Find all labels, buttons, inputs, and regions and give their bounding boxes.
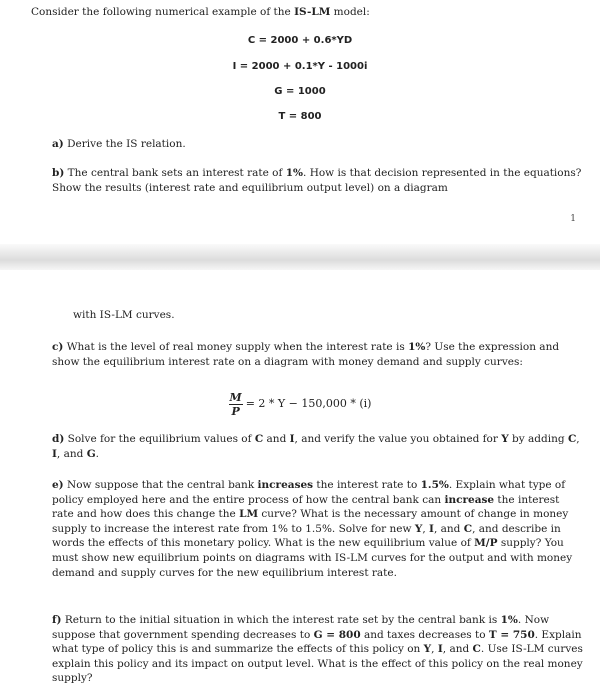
question-b: b) The central bank sets an interest rate of 1%. How is that decision represented in the equations? Show the results (interest rate and equilibrium output level) on a diagram [52, 167, 582, 194]
formula-numerator: M [229, 391, 242, 404]
question-e: e) Now suppose that the central bank increases the interest rate to 1.5%. Explain what type of policy employed here and the entire process of how the central bank can increase the interest rate and how does this change the LM curve? What is the necessary amount of change in money supply to increase the interest rate from 1% to 1.5%. Solve for new Y, I, and C, and describe in words the effects of this monetary policy. What is the new equilibrium value of M/P supply? You must show new equilibrium points on diagrams with IS-LM curves for the output and with money demand and supply curves for the new equilibrium interest rate. [52, 479, 573, 579]
money-demand-formula [0, 391, 600, 418]
equation-investment: I = 2000 + 0.1*Y - 1000i [232, 61, 368, 72]
document-page-2 [0, 270, 600, 700]
question-a: a) Derive the IS relation. [52, 138, 186, 150]
question-d: d) Solve for the equilibrium values of C and I, and verify the value you obtained for Y by adding C, I, and G. [52, 433, 580, 460]
page-number: 1 [570, 214, 576, 224]
equation-taxes: T = 800 [278, 111, 322, 122]
equation-consumption: C = 2000 + 0.6*YD [247, 35, 353, 46]
model-name: IS-LM [294, 6, 331, 18]
equation-government: G = 1000 [274, 86, 326, 97]
formula-denominator: P [231, 405, 240, 418]
question-f: f) Return to the initial situation in which the interest rate set by the central bank is 1%. Now suppose that government spending decreases to G = 800 and taxes decreases to T = 750. Explain what type of policy this is and summarize the effects of this policy on Y, I, and C. Use IS-LM curves explain this policy and its impact on output level. What is the effect of this policy on the real money supply? [52, 614, 583, 685]
question-c: c) What is the level of real money supply when the interest rate is 1%? Use the expression and show the equilibrium interest rate on a diagram with money demand and supply curves: [52, 341, 560, 368]
document-page-1 [0, 0, 600, 244]
formula-rhs: = 2 * Y − 150,000 * (i) [245, 397, 372, 411]
page-separator [0, 244, 600, 270]
intro-sentence: Consider the following numerical example of the IS-LM model: [31, 6, 370, 18]
formula-fraction [229, 391, 243, 418]
question-b-continuation: with IS-LM curves. [73, 309, 175, 321]
